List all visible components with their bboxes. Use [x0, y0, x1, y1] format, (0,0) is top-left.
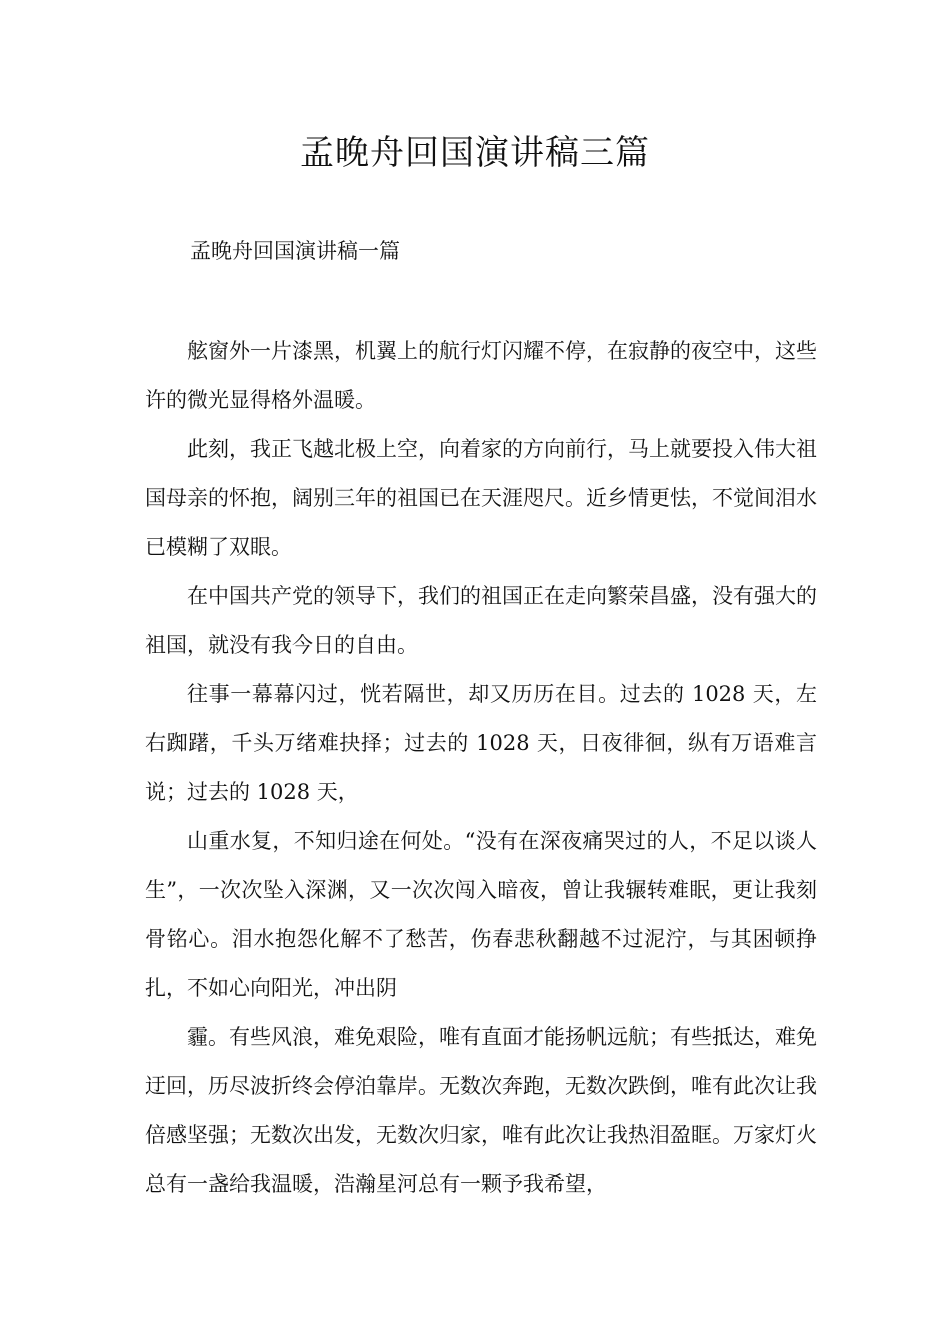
body-text — [145, 327, 817, 1209]
paragraph: 在中国共产党的领导下，我们的祖国正在走向繁荣昌盛，没有强大的祖国，就没有我今日的自由。 — [145, 584, 817, 657]
paragraph: 霾。有些风浪，难免艰险，唯有直面才能扬帆远航；有些抵达，难免迂回，历尽波折终会停泊靠岸。无数次奔跑，无数次跌倒，唯有此次让我倍感坚强；无数次出发，无数次归家，唯有此次让我热泪盈眶。万家灯火总有一盏给我温暖，浩瀚星河总有一颗予我希望， — [145, 1025, 817, 1196]
paragraph: 山重水复，不知归途在何处。“没有在深夜痛哭过的人，不足以谈人生”，一次次坠入深渊，又一次次闯入暗夜，曾让我辗转难眠，更让我刻骨铭心。泪水抱怨化解不了愁苦，伤春悲秋翻越不过泥泞，与其困顿挣扎，不如心向阳光，冲出阴 — [145, 829, 817, 1000]
paragraph: 此刻，我正飞越北极上空，向着家的方向前行，马上就要投入伟大祖国母亲的怀抱，阔别三年的祖国已在天涯咫尺。近乡情更怯，不觉间泪水已模糊了双眼。 — [145, 437, 817, 559]
paragraph: 舷窗外一片漆黑，机翼上的航行灯闪耀不停，在寂静的夜空中，这些许的微光显得格外温暖。 — [145, 339, 817, 412]
section-heading: 孟晚舟回国演讲稿一篇 — [190, 239, 400, 263]
paragraph: 往事一幕幕闪过，恍若隔世，却又历历在目。过去的 1028 天，左右踟躇，千头万绪难抉择；过去的 1028 天，日夜徘徊，纵有万语难言说；过去的 1028 天， — [145, 682, 817, 804]
document-title: 孟晚舟回国演讲稿三篇 — [300, 133, 650, 173]
